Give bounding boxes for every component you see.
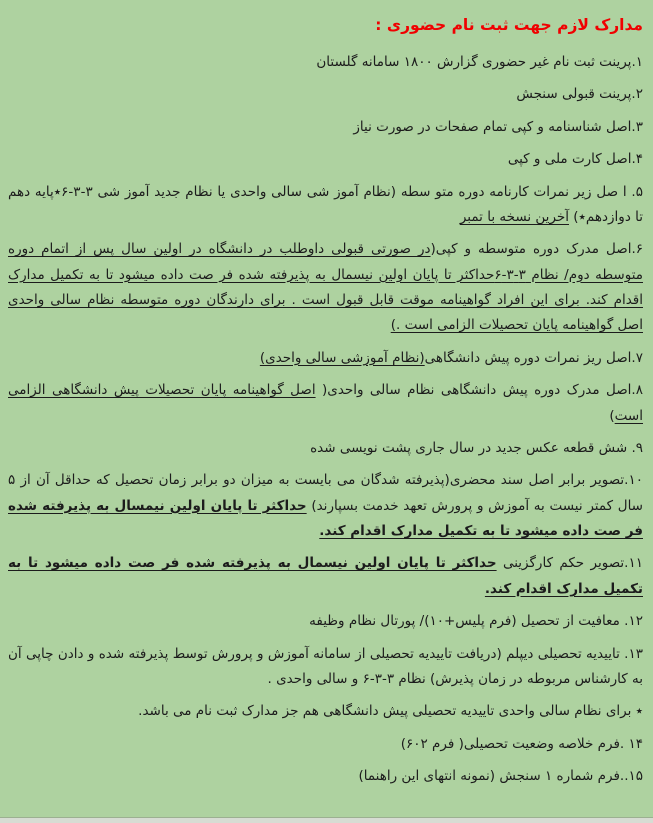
item-text-segment: ۲.پرینت قبولی سنجش	[516, 86, 643, 103]
document-list-item	[8, 609, 643, 634]
document-list-item	[8, 82, 643, 107]
document-list-item	[8, 147, 643, 172]
item-text-segment: ۱۱.تصویر حکم کارگزینی	[496, 555, 643, 572]
item-text-segment: ۶.اصل مدرک دوره متوسطه و کپی(	[430, 241, 643, 258]
document-list-item	[8, 237, 643, 339]
document-list-item	[8, 732, 643, 757]
item-text-segment: در صورتی قبولی داوطلب در دانشگاه در اولین سال پس از اتمام دوره متوسطه دوم/ نظام ۳-۳-۶حداکثر تا پایان اولین نیسمال به پذیرفته شده فر صت داده میشود تا به تکمیل مدارک اقدام کند. برای این افراد گواهینامه موقت قابل قبول است . برای دارندگان دوره متوسطه نظام سالی واحدی اصل گواهینامه پایان تحصیلات الزامی است .)	[8, 241, 643, 334]
item-text-segment: ۹. شش قطعه عکس جدید در سال جاری پشت نویسی شده	[310, 439, 643, 456]
item-text-segment: ٭ برای نظام سالی واحدی تاییدیه تحصیلی پیش دانشگاهی هم جز مدارک ثبت نام می باشد.	[138, 703, 643, 720]
item-text-segment: ۵. ا صل زیر نمرات کارنامه دوره متو سطه (نظام آموز شی سالی واحدی یا نظام جدید آموز شی ۳-۳-۶٭پایه دهم تا دوازدهم٭)	[8, 183, 643, 225]
document-list-item	[8, 180, 643, 231]
item-text-segment: ۷.اصل ریز نمرات دوره پیش دانشگاهی	[424, 349, 643, 366]
document-list-item	[8, 115, 643, 140]
item-text-segment: حداکثر تا پایان اولین نیمسال به پذیرفته شده فر صت داده میشود تا به تکمیل مدارک اقدام کند.	[8, 497, 643, 539]
document-list-item	[8, 378, 643, 429]
item-text-segment: ۱.پرینت ثبت نام غیر حضوری گزارش ۱۸۰۰ سامانه گلستان	[316, 54, 643, 70]
item-text-segment: )	[609, 407, 615, 424]
item-text-segment: آخرین نسخه با تمبر	[459, 208, 569, 225]
item-text-segment: اصل گواهینامه پایان تحصیلات پیش دانشگاهی الزامی است	[8, 382, 643, 424]
document-list	[8, 50, 643, 789]
item-text-segment: ۴.اصل کارت ملی و کپی	[507, 151, 643, 168]
document-list-item	[8, 346, 643, 371]
document-list-item	[8, 764, 643, 789]
item-text-segment: ۱۵..فرم شماره ۱ سنجش (نمونه انتهای این راهنما)	[358, 768, 643, 784]
item-text-segment: ۳.اصل شناسنامه و کپی تمام صفحات در صورت نیاز	[353, 118, 643, 135]
document-list-item	[8, 699, 643, 724]
item-text-segment: ۸.اصل مدرک دوره پیش دانشگاهی نظام سالی واحدی(	[315, 382, 643, 399]
item-text-segment: ۱۴ .فرم خلاصه وضعیت تحصیلی( فرم ۶۰۲)	[400, 735, 643, 752]
item-text-segment: ۱۳. تاییدیه تحصیلی دیپلم (دریافت تاییدیه تحصیلی از سامانه آموزش و پرورش توسط پذیرفته شده و دادن چاپی آن به کارشناس مربوطه در زمان پذیرش) نظام ۳-۳-۶ و سالی واحدی .	[8, 645, 643, 687]
item-text-segment: (نظام آموزشی سالی واحدی)	[259, 349, 425, 366]
page-title: مدارک لازم جهت ثبت نام حضوری :	[375, 16, 643, 34]
item-text-segment: حداکثر تا پایان اولین نیسمال به پذیرفته شده فر صت داده میشود تا به تکمیل مدارک اقدام کند.	[8, 555, 643, 597]
item-text-segment: ۱۲. معافیت از تحصیل (فرم پلیس+۱۰)/ پورتال نظام وظیفه	[309, 613, 643, 630]
item-text-segment: ۱۰.تصویر برابر اصل سند محضری(پذیرفته شدگان می بایست به میزان دو برابر زمان تحصیل که حداقل آن از ۵ سال کمتر نیست به آموزش و پرورش تعهد خدمت بسپارند)	[8, 472, 643, 514]
page-edge-strip	[0, 817, 653, 823]
document-list-item	[8, 50, 643, 75]
document-list-item	[8, 468, 643, 544]
document-list-item	[8, 642, 643, 693]
document-list-item	[8, 436, 643, 461]
document-list-item	[8, 551, 643, 602]
